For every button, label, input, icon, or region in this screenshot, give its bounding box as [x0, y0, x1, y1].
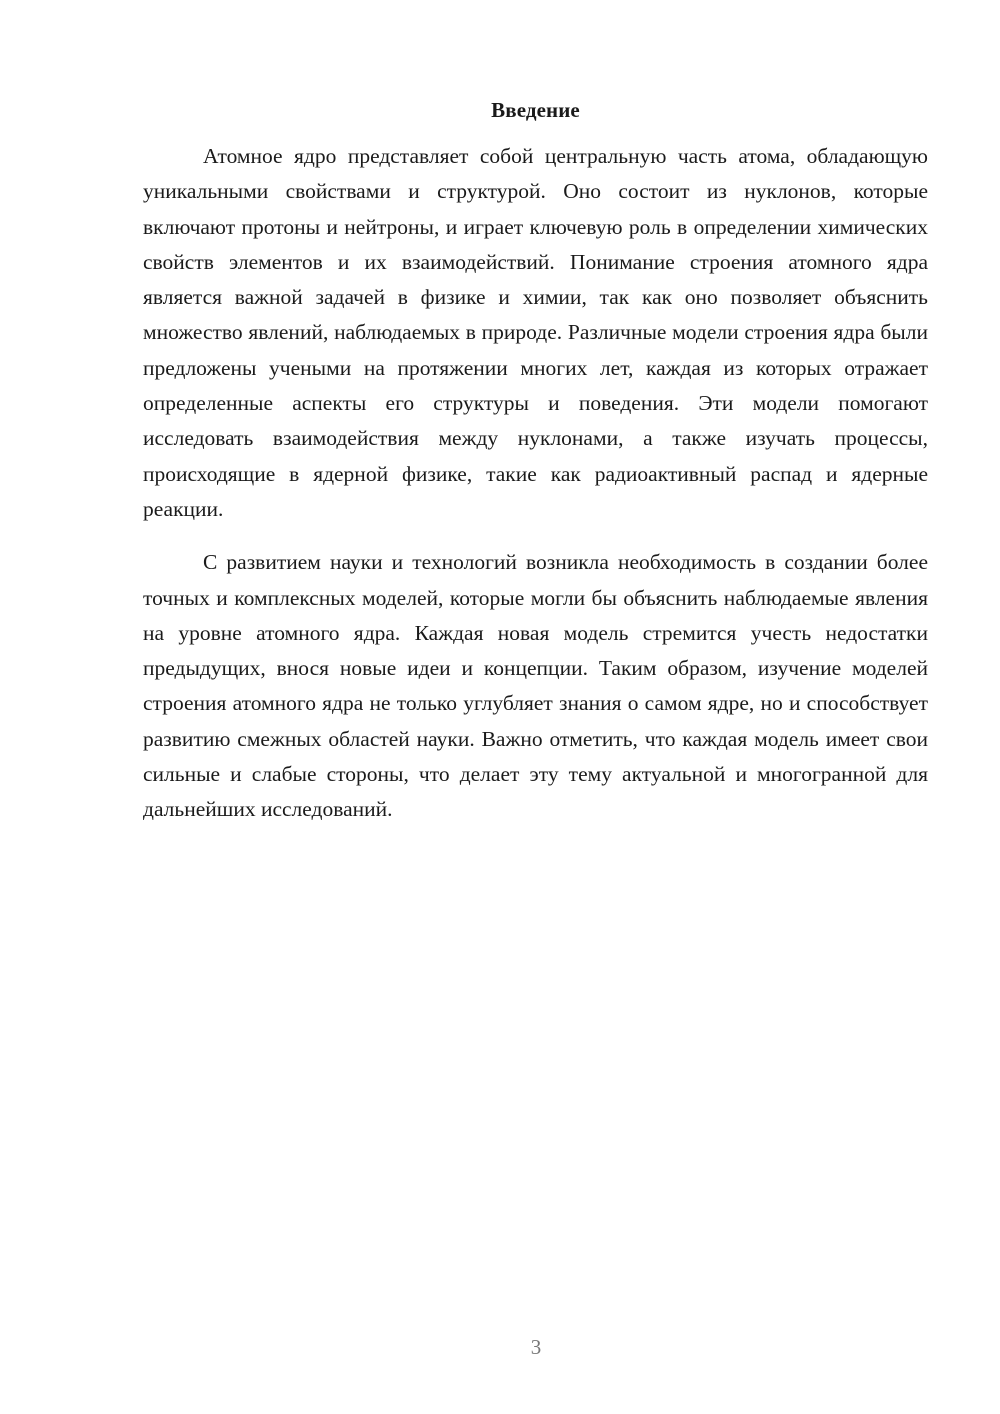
- intro-paragraph-1: Атомное ядро представляет собой центральную часть атома, обладающую уникальными свойствами и структурой. Оно состоит из нуклонов, которые включают протоны и нейтроны, и играет ключевую роль в определении химических свойств элементов и их взаимодействий. Понимание строения атомного ядра является важной задачей в физике и химии, так как оно позволяет объяснить множество явлений, наблюдаемых в природе. Различные модели строения ядра были предложены учеными на протяжении многих лет, каждая из которых отражает определенные аспекты его структуры и поведения. Эти модели помогают исследовать взаимодействия между нуклонами, а также изучать процессы, происходящие в ядерной физике, такие как радиоактивный распад и ядерные реакции.: [143, 144, 928, 521]
- page-content: [143, 92, 928, 828]
- section-heading: Введение: [491, 98, 580, 122]
- page-number: 3: [530, 1335, 542, 1359]
- intro-paragraph-2: С развитием науки и технологий возникла необходимость в создании более точных и комплексных моделей, которые могли бы объяснить наблюдаемые явления на уровне атомного ядра. Каждая новая модель стремится учесть недостатки предыдущих, внося новые идеи и концепции. Таким образом, изучение моделей строения атомного ядра не только углубляет знания о самом ядре, но и способствует развитию смежных областей науки. Важно отметить, что каждая модель имеет свои сильные и слабые стороны, что делает эту тему актуальной и многогранной для дальнейших исследований.: [143, 550, 928, 822]
